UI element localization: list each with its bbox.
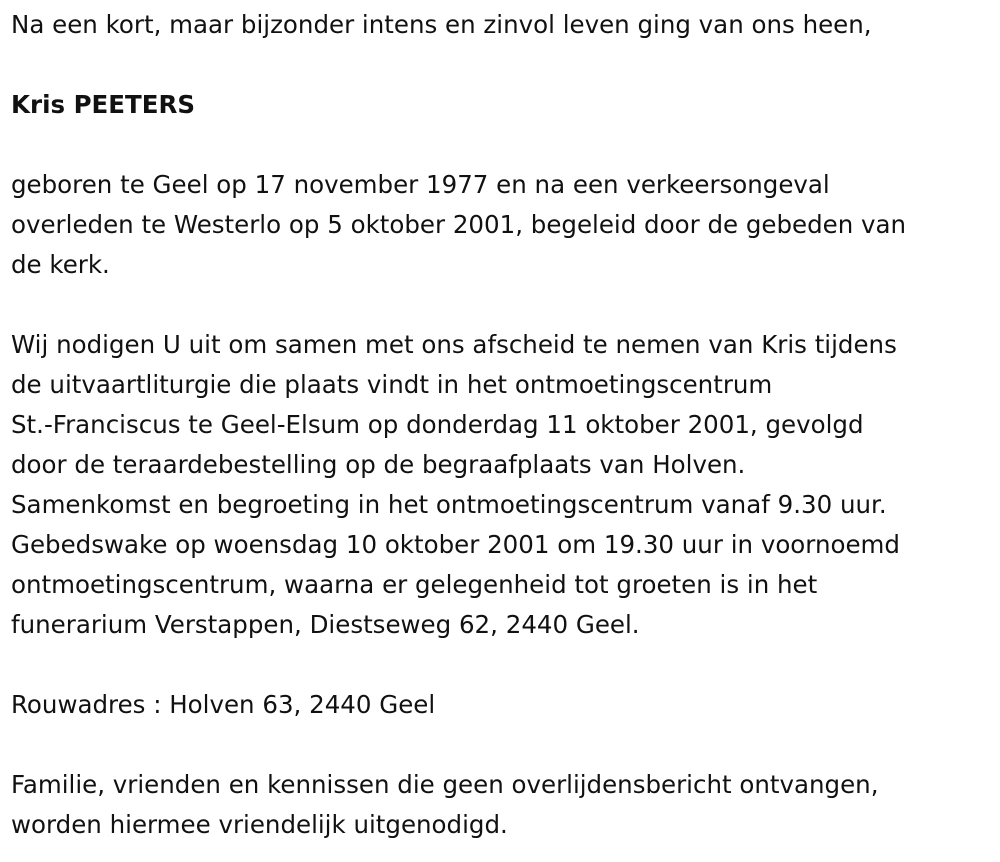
birth-death-line-3: de kerk. <box>11 250 110 279</box>
closing-line-2: worden hiermee vriendelijk uitgenodigd. <box>11 810 508 839</box>
death-notice <box>11 5 991 845</box>
invitation-line-1: Wij nodigen U uit om samen met ons afscheid te nemen van Kris tijdens <box>11 330 897 359</box>
deceased-name: Kris PEETERS <box>11 90 195 119</box>
birth-death-line-2: overleden te Westerlo op 5 oktober 2001, begeleid door de gebeden van <box>11 210 907 239</box>
invitation-line-6: Gebedswake op woensdag 10 oktober 2001 om 19.30 uur in voornoemd <box>11 530 900 559</box>
invitation-line-5: Samenkomst en begroeting in het ontmoetingscentrum vanaf 9.30 uur. <box>11 490 887 519</box>
mourning-address: Rouwadres : Holven 63, 2440 Geel <box>11 690 436 719</box>
address-paragraph <box>11 685 991 725</box>
birth-death-line-1: geboren te Geel op 17 november 1977 en na een verkeersongeval <box>11 170 830 199</box>
closing-line-1: Familie, vrienden en kennissen die geen overlijdensbericht ontvangen, <box>11 770 879 799</box>
intro-line: Na een kort, maar bijzonder intens en zinvol leven ging van ons heen, <box>11 10 872 39</box>
invitation-line-7: ontmoetingscentrum, waarna er gelegenheid tot groeten is in het <box>11 570 818 599</box>
birth-death-paragraph <box>11 165 991 285</box>
invitation-line-8: funerarium Verstappen, Diestseweg 62, 2440 Geel. <box>11 610 640 639</box>
name-paragraph <box>11 85 991 125</box>
intro-paragraph <box>11 5 991 45</box>
invitation-paragraph <box>11 325 991 645</box>
closing-paragraph <box>11 765 991 845</box>
invitation-line-4: door de teraardebestelling op de begraafplaats van Holven. <box>11 450 746 479</box>
invitation-line-2: de uitvaartliturgie die plaats vindt in het ontmoetingscentrum <box>11 370 773 399</box>
invitation-line-3: St.-Franciscus te Geel-Elsum op donderdag 11 oktober 2001, gevolgd <box>11 410 864 439</box>
